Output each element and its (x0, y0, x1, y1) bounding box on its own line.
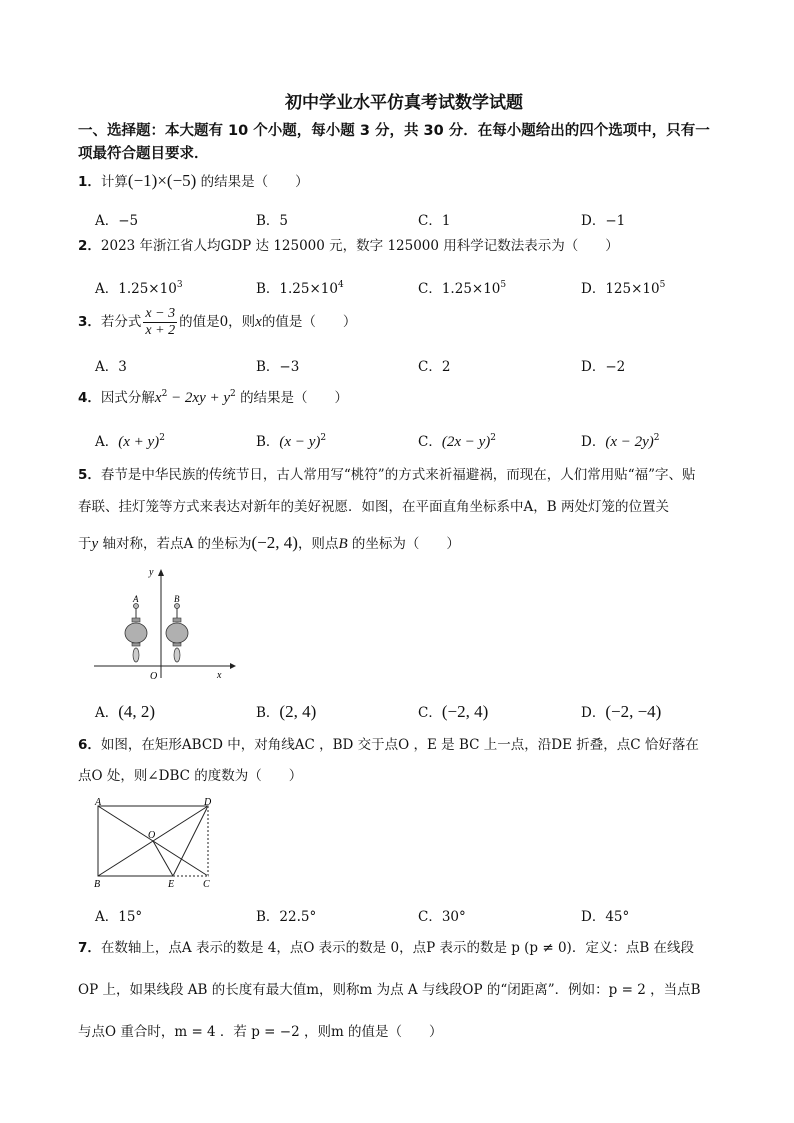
question-number: 4． (78, 390, 101, 406)
question-5-line2: 春联、挂灯笼等方式来表达对新年的美好祝愿．如图，在平面直角坐标系中A，B 两处灯笼的位置关 (78, 499, 669, 515)
rectangle-fold-figure (88, 796, 218, 892)
option-b: B．$(x - y)^2$ (256, 433, 327, 450)
option-b: B．(2, 4) (256, 702, 317, 721)
question-5-line3: 于y 轴对称，若点A 的坐标为(−2, 4)，则点B 的坐标为（ ） (78, 533, 460, 552)
lantern-b-icon (166, 594, 188, 662)
option-a: A．3 (95, 359, 127, 375)
question-5-line1: 5．春节是中华民族的传统节日，古人常用写“桃符”的方式来祈福避祸，而现在，人们常用贴“福”字、贴 (78, 467, 696, 483)
question-7-line3: 与点O 重合时，m = 4 ．若 p = −2 ，则m 的值是（ ） (78, 1024, 443, 1040)
option-c: C．$1.25\times 10^5$ (418, 280, 507, 297)
question-number: 6． (78, 737, 101, 753)
origin-label: O (150, 671, 158, 682)
svg-text:B: B (174, 594, 180, 604)
question-6-line1: 6．如图，在矩形ABCD 中，对角线AC ，BD 交于点O ，E 是 BC 上一点，沿DE 折叠，点C 恰好落在 (78, 737, 699, 753)
option-a: A．15° (95, 909, 143, 925)
label-e: E (168, 879, 175, 890)
option-d: D．$(x - 2y)^2$ (581, 433, 660, 450)
option-d: D．−2 (581, 359, 626, 375)
question-2 (78, 240, 619, 254)
question-number: 1． (78, 174, 101, 190)
option-b: B．−3 (256, 359, 300, 375)
page-title: 初中学业水平仿真考试数学试题 (285, 93, 523, 113)
option-c: C．(−2, 4) (418, 702, 489, 721)
svg-text:A: A (133, 594, 139, 604)
option-b: B．22.5° (256, 909, 317, 925)
option-a: A．$(x + y)^2$ (95, 433, 165, 450)
section-heading-line2: 项最符合题目要求． (78, 146, 209, 162)
question-7-line2: OP 上，如果线段 AB 的长度有最大值m，则称m 为点 A 与线段OP 的“闭距离”．例如：p = 2 ，当点B (78, 982, 701, 998)
option-c: C．2 (418, 359, 451, 375)
option-a: A．−5 (95, 213, 139, 229)
y-axis-arrow (158, 569, 164, 576)
option-b: B．5 (256, 213, 289, 229)
question-4: 4．因式分解$x^2 - 2xy + y^2$ 的结果是（ ） (78, 389, 349, 406)
question-text: 2023 年浙江省人均GDP 达 125000 元，数字 125000 用科学记数法表示为（ ） (100, 238, 619, 254)
option-d: D．−1 (581, 213, 626, 229)
x-axis-label: x (217, 670, 222, 681)
x-axis-arrow (230, 663, 236, 669)
question-6-line2: 点O 处，则∠DBC 的度数为（ ） (78, 768, 303, 784)
fold-line-de (173, 806, 208, 876)
lantern-coordinate-figure (90, 566, 240, 684)
question-number: 3． (78, 314, 101, 330)
label-o: O (148, 830, 156, 841)
lantern-a-icon (125, 594, 147, 662)
question-3: 3．若分式 $\frac{x - 3}{x + 2}$ 的值是0，则x的值是（ ） (78, 306, 357, 338)
question-text: 计算 (100, 174, 128, 190)
option-c: C．30° (418, 909, 466, 925)
question-number: 5． (78, 467, 101, 483)
section-heading-line1: 一、选择题：本大题有 10 个小题，每小题 3 分，共 30 分．在每小题给出的四个选项中，只有一 (78, 123, 710, 139)
question-7-line1: 7．在数轴上，点A 表示的数是 4，点O 表示的数是 0，点P 表示的数是 p (p ≠ 0)．定义：点B 在线段 (78, 940, 695, 956)
math-expression: (−1)×(−5) (127, 171, 197, 190)
option-c: C．1 (418, 213, 451, 229)
question-number: 7． (78, 940, 101, 956)
option-d: D．(−2, −4) (581, 702, 662, 721)
option-d: D．45° (581, 909, 630, 925)
option-c: C．$(2x - y)^2$ (418, 433, 497, 450)
fraction: $\frac{x - 3}{x + 2}$ (145, 306, 176, 338)
segment-oe (153, 841, 173, 876)
label-b: B (94, 879, 101, 890)
y-axis-label: y (149, 567, 154, 578)
question-1 (78, 172, 309, 190)
label-d: D (204, 797, 212, 808)
option-a: A．(4, 2) (95, 702, 156, 721)
option-d: D．$125\times 10^5$ (581, 280, 666, 297)
question-text: 的结果是（ ） (200, 174, 309, 190)
option-a: A．$1.25\times 10^3$ (95, 280, 183, 297)
question-number: 2． (78, 238, 101, 254)
option-b: B．$1.25\times 10^4$ (256, 280, 344, 297)
label-c: C (203, 879, 210, 890)
label-a: A (95, 797, 102, 808)
